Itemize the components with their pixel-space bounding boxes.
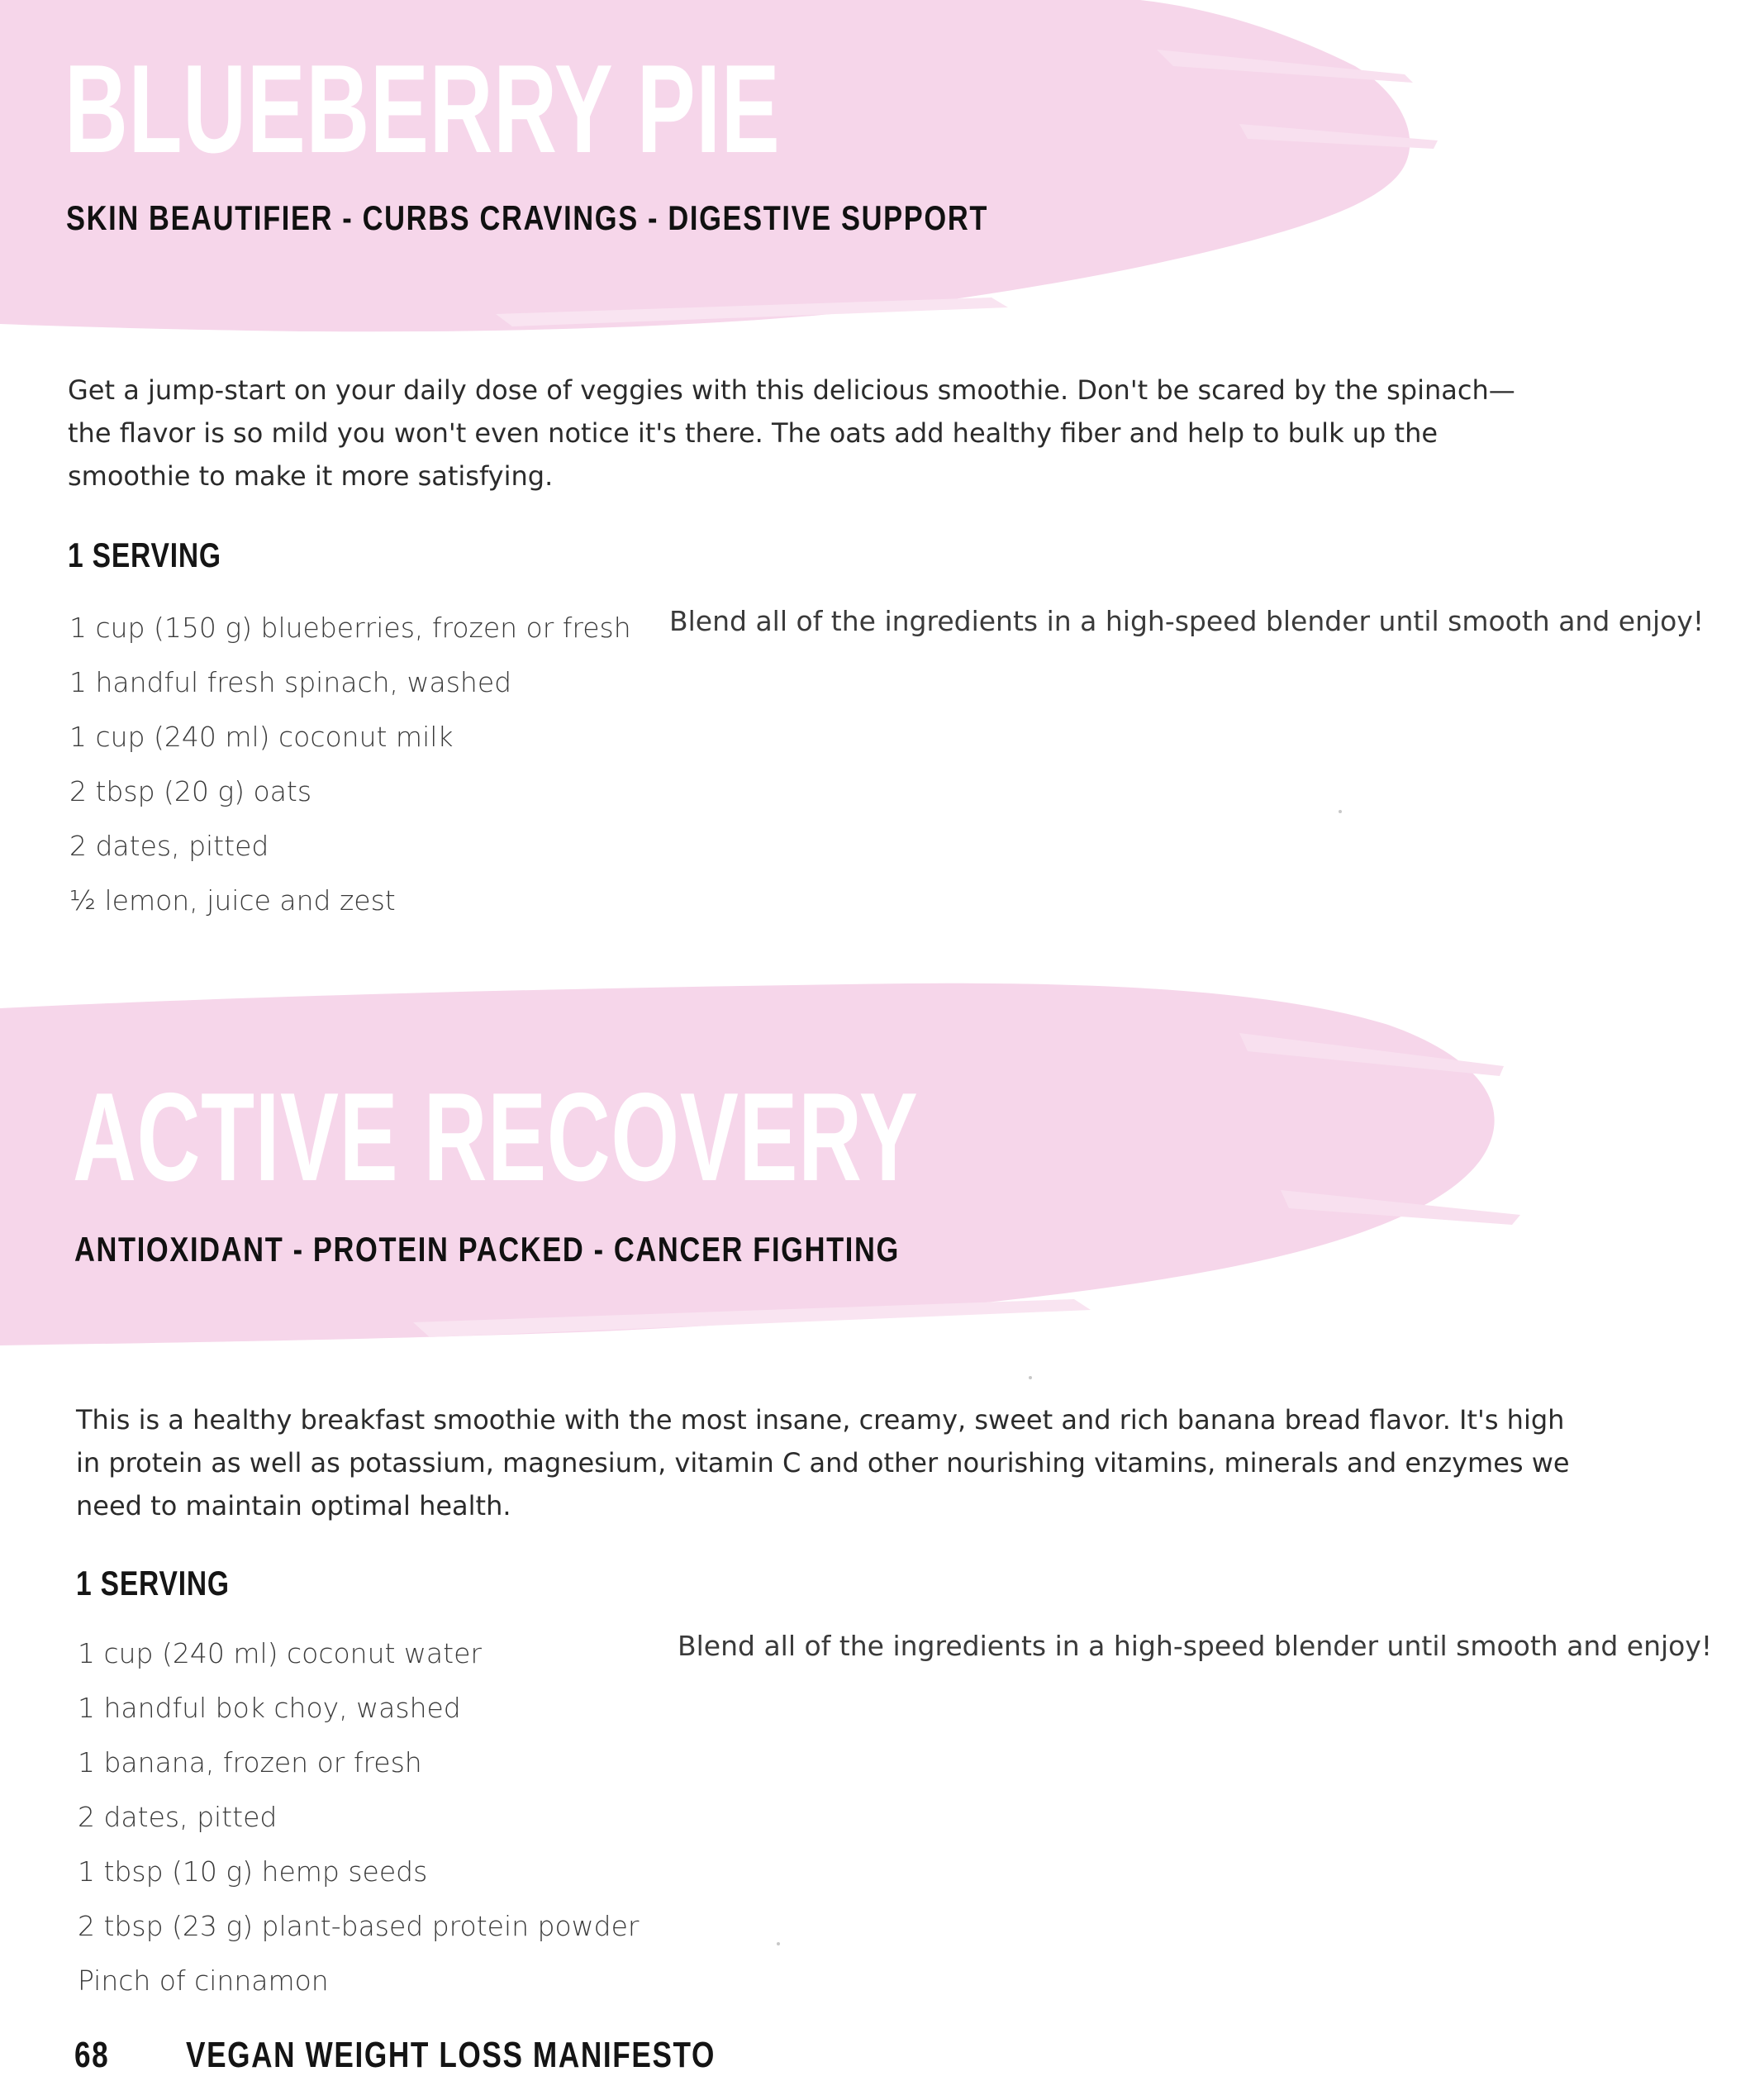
recipe-tags: SKIN BEAUTIFIER - CURBS CRAVINGS - DIGESTIVE SUPPORT xyxy=(66,198,989,237)
ingredient-item: 2 dates, pitted xyxy=(78,1801,278,1833)
scan-speck xyxy=(777,1942,780,1945)
recipe-title: ACTIVE RECOVERY xyxy=(73,1067,919,1207)
ingredient-item: 2 tbsp (23 g) plant-based protein powder xyxy=(78,1910,640,1942)
ingredient-list xyxy=(78,1626,639,2008)
scan-speck xyxy=(1339,810,1342,813)
ingredient-item: 1 cup (150 g) blueberries, frozen or fresh xyxy=(69,612,631,644)
ingredient-item: Pinch of cinnamon xyxy=(78,1964,329,1997)
recipe-method: Blend all of the ingredients in a high-speed blender until smooth and enjoy! xyxy=(669,605,1705,637)
recipe-intro: Get a jump-start on your daily dose of veggies with this delicious smoothie. Don't be scared by the spinach—the flavor is so mild you won't even notice it's there. The oats add healthy fiber and help to bulk up the smoothie to make it more satisfying. xyxy=(68,374,1515,492)
recipe-intro: This is a healthy breakfast smoothie with the most insane, creamy, sweet and rich banana bread flavor. It's high in protein as well as potassium, magnesium, vitamin C and other nourishing vitamins, minerals and enzymes we need to maintain optimal health. xyxy=(76,1404,1570,1521)
book-title: VEGAN WEIGHT LOSS MANIFESTO xyxy=(186,2035,716,2075)
recipe-tags: ANTIOXIDANT - PROTEIN PACKED - CANCER FIGHTING xyxy=(74,1230,900,1269)
ingredient-item: 1 cup (240 ml) coconut milk xyxy=(69,721,454,753)
recipe-method: Blend all of the ingredients in a high-speed blender until smooth and enjoy! xyxy=(678,1630,1713,1662)
ingredient-item: 2 dates, pitted xyxy=(69,830,269,862)
ingredient-item: 1 banana, frozen or fresh xyxy=(78,1746,422,1779)
recipe-title: BLUEBERRY PIE xyxy=(64,39,781,179)
ingredient-item: ½ lemon, juice and zest xyxy=(69,884,396,917)
page-footer xyxy=(74,2035,848,2076)
ingredient-item: 1 handful bok choy, washed xyxy=(78,1692,461,1724)
ingredient-list xyxy=(69,601,631,928)
page-number: 68 xyxy=(74,2035,110,2075)
ingredient-item: 1 tbsp (10 g) hemp seeds xyxy=(78,1855,428,1888)
scan-speck xyxy=(1029,1376,1032,1379)
ingredient-item: 1 handful fresh spinach, washed xyxy=(69,666,512,698)
serving-heading: 1 SERVING xyxy=(76,1564,230,1602)
ingredient-item: 2 tbsp (20 g) oats xyxy=(69,775,312,807)
serving-heading: 1 SERVING xyxy=(68,536,221,574)
ingredient-item: 1 cup (240 ml) coconut water xyxy=(78,1637,482,1669)
